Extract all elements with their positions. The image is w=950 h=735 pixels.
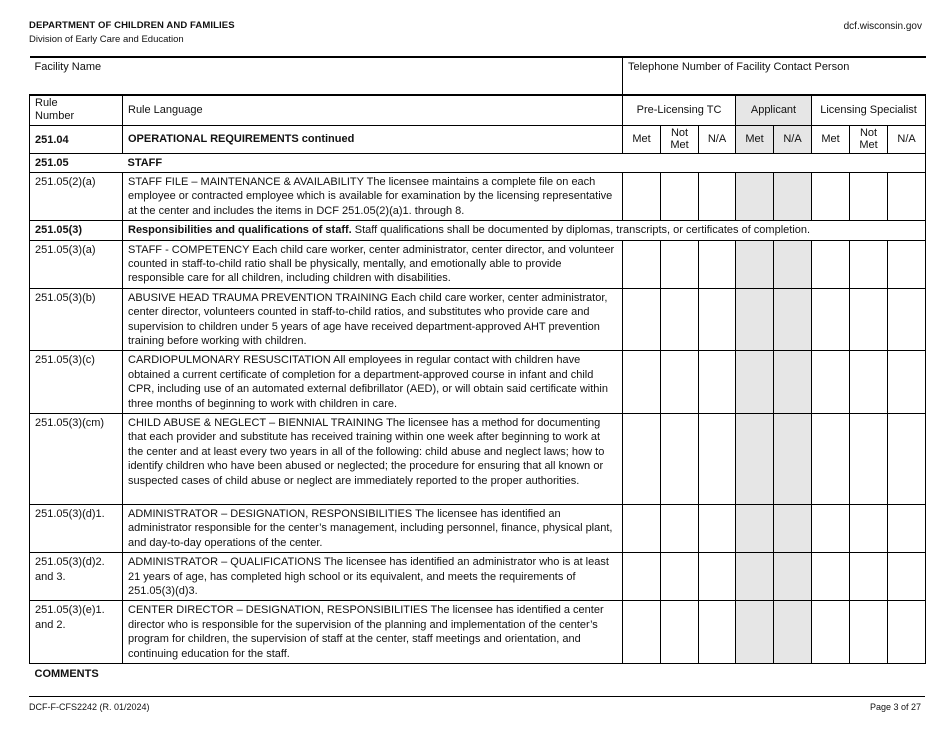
specialist-na-cell[interactable]	[888, 553, 926, 601]
applicant-header: Applicant	[736, 95, 812, 125]
specialist-not-met-cell[interactable]	[850, 601, 888, 664]
rule-row	[30, 351, 926, 414]
pre-licensing-met-cell[interactable]	[623, 505, 661, 553]
rule-number: 251.05(3)(d)2. and 3.	[30, 553, 123, 601]
na-col-label: N/A	[699, 125, 736, 153]
section-row-251-05	[30, 153, 926, 172]
specialist-na-cell[interactable]	[888, 505, 926, 553]
specialist-not-met-cell[interactable]	[850, 505, 888, 553]
rule-row	[30, 601, 926, 664]
footer-divider	[29, 696, 925, 697]
rule-language: CARDIOPULMONARY RESUSCITATION All employees in regular contact with children have obtained a current certificate of completion for a department-approved course in infant and child CPR, including use of an automated external defibrillator (AED), or will obtain said certificate within three months of beginning to work with children in care.	[123, 351, 623, 414]
applicant-met-cell[interactable]	[736, 240, 774, 288]
pre-licensing-met-cell[interactable]	[623, 553, 661, 601]
pre-licensing-na-cell[interactable]	[699, 172, 736, 220]
pre-licensing-na-cell[interactable]	[699, 288, 736, 351]
specialist-na-cell[interactable]	[888, 172, 926, 220]
phone-label: Telephone Number of Facility Contact Person	[628, 61, 850, 73]
specialist-not-met-cell[interactable]	[850, 172, 888, 220]
applicant-met-cell[interactable]	[736, 288, 774, 351]
rule-language: STAFF - COMPETENCY Each child care worker, center administrator, center director, and volunteer counted in staff-to-child ratio shall be physically, mentally, and emotionally able to provide responsible care for all children, including children with disabilities.	[123, 240, 623, 288]
licensing-specialist-header: Licensing Specialist	[812, 95, 926, 125]
rule-language: CHILD ABUSE & NEGLECT – BIENNIAL TRAINING The licensee has a method for documenting that each provider and substitute has received training within one week after beginning to work at the center and at least every two years in all of the following: child abuse and neglect laws; how to identify children who have been abused or neglected; the procedure for ensuring that all known or suspected cases of child abuse or neglect are immediately reported to the proper authorities.	[123, 414, 623, 505]
rule-number: 251.05(3)(c)	[30, 351, 123, 414]
rule-language-header: Rule Language	[123, 95, 623, 125]
pre-licensing-not-met-cell[interactable]	[661, 505, 699, 553]
specialist-not-met-cell[interactable]	[850, 288, 888, 351]
phone-field[interactable]	[623, 57, 926, 95]
applicant-na-cell[interactable]	[774, 505, 812, 553]
not-met-col-label: Not Met	[850, 125, 888, 153]
rule-language-rest: Staff qualifications shall be documented by diplomas, transcripts, or certificates of completion.	[351, 224, 811, 237]
pre-licensing-na-cell[interactable]	[699, 505, 736, 553]
form-id: DCF-F-CFS2242 (R. 01/2024)	[29, 702, 150, 712]
applicant-met-cell[interactable]	[736, 601, 774, 664]
comments-label: COMMENTS	[30, 664, 926, 685]
pre-licensing-met-cell[interactable]	[623, 172, 661, 220]
rule-language	[123, 221, 926, 240]
pre-licensing-met-cell[interactable]	[623, 414, 661, 505]
rule-number-header	[30, 95, 123, 125]
applicant-na-cell[interactable]	[774, 172, 812, 220]
section-number: 251.04	[30, 125, 123, 153]
rule-language: CENTER DIRECTOR – DESIGNATION, RESPONSIBILITIES The licensee has identified a center director who is responsible for the supervision of the planning and implementation of the center’s program for children, the supervision of staff at the center, staff meetings and orientation, and continuing education for the staff.	[123, 601, 623, 664]
specialist-met-cell[interactable]	[812, 505, 850, 553]
specialist-met-cell[interactable]	[812, 351, 850, 414]
pre-licensing-met-cell[interactable]	[623, 351, 661, 414]
specialist-not-met-cell[interactable]	[850, 240, 888, 288]
pre-licensing-not-met-cell[interactable]	[661, 351, 699, 414]
rule-language: ADMINISTRATOR – DESIGNATION, RESPONSIBILITIES The licensee has identified an administrator responsible for the center’s management, including personnel, finance, physical plant, and day-to-day operations of the center.	[123, 505, 623, 553]
specialist-not-met-cell[interactable]	[850, 414, 888, 505]
pre-licensing-not-met-cell[interactable]	[661, 172, 699, 220]
rule-row	[30, 553, 926, 601]
rule-language-bold: Responsibilities and qualifications of staff.	[128, 224, 352, 237]
specialist-met-cell[interactable]	[812, 414, 850, 505]
column-header-row	[30, 95, 926, 125]
division-name: Division of Early Care and Education	[29, 34, 184, 45]
pre-licensing-not-met-cell[interactable]	[661, 601, 699, 664]
pre-licensing-not-met-cell[interactable]	[661, 414, 699, 505]
applicant-na-cell[interactable]	[774, 414, 812, 505]
website-label: dcf.wisconsin.gov	[843, 21, 922, 32]
specialist-na-cell[interactable]	[888, 414, 926, 505]
applicant-na-cell[interactable]	[774, 288, 812, 351]
rule-language: ABUSIVE HEAD TRAUMA PREVENTION TRAINING Each child care worker, center administrator, center director, volunteers counted in staff-to-child ratios, and substitutes who provide care and supervision to children under 5 years of age have received department-approved AHT prevention training before working with children.	[123, 288, 623, 351]
applicant-na-cell[interactable]	[774, 553, 812, 601]
facility-name-label: Facility Name	[34, 61, 102, 73]
checklist-table	[29, 56, 926, 684]
rule-number: 251.05(3)(a)	[30, 240, 123, 288]
pre-licensing-not-met-cell[interactable]	[661, 240, 699, 288]
pre-licensing-na-cell[interactable]	[699, 240, 736, 288]
rule-number: 251.05(2)(a)	[30, 172, 123, 220]
applicant-na-cell[interactable]	[774, 601, 812, 664]
section-title: STAFF	[123, 153, 926, 172]
pre-licensing-met-cell[interactable]	[623, 240, 661, 288]
full-width-rule-row	[30, 221, 926, 240]
specialist-met-cell[interactable]	[812, 288, 850, 351]
comments-row	[30, 664, 926, 685]
rule-language: STAFF FILE – MAINTENANCE & AVAILABILITY The licensee maintains a complete file on each employee or contracted employee which is available for examination by the licensing representative at the center and includes the items in DCF 251.05(2)(a)1. through 8.	[123, 172, 623, 220]
rule-number-header-text: Rule Number	[35, 97, 75, 123]
specialist-met-cell[interactable]	[812, 601, 850, 664]
na-col-label: N/A	[888, 125, 926, 153]
specialist-na-cell[interactable]	[888, 288, 926, 351]
met-col-label: Met	[623, 125, 661, 153]
specialist-not-met-cell[interactable]	[850, 553, 888, 601]
rule-number: 251.05(3)(cm)	[30, 414, 123, 505]
rule-row	[30, 414, 926, 505]
rule-row	[30, 288, 926, 351]
specialist-na-cell[interactable]	[888, 601, 926, 664]
rule-row	[30, 505, 926, 553]
facility-info-row	[30, 57, 926, 95]
specialist-met-cell[interactable]	[812, 553, 850, 601]
pre-licensing-met-cell[interactable]	[623, 288, 661, 351]
page-number: Page 3 of 27	[869, 702, 921, 712]
not-met-col-label: Not Met	[661, 125, 699, 153]
rule-number: 251.05(3)(d)1.	[30, 505, 123, 553]
pre-licensing-met-cell[interactable]	[623, 601, 661, 664]
section-number: 251.05	[30, 153, 123, 172]
rule-number: 251.05(3)(b)	[30, 288, 123, 351]
applicant-met-cell[interactable]	[736, 172, 774, 220]
met-col-label: Met	[812, 125, 850, 153]
rule-number: 251.05(3)(e)1. and 2.	[30, 601, 123, 664]
applicant-met-cell[interactable]	[736, 414, 774, 505]
pre-licensing-na-cell[interactable]	[699, 553, 736, 601]
applicant-na-cell[interactable]	[774, 351, 812, 414]
rule-row	[30, 240, 926, 288]
specialist-met-cell[interactable]	[812, 172, 850, 220]
pre-licensing-not-met-cell[interactable]	[661, 553, 699, 601]
specialist-na-cell[interactable]	[888, 240, 926, 288]
specialist-na-cell[interactable]	[888, 351, 926, 414]
applicant-met-cell[interactable]	[736, 505, 774, 553]
section-title: OPERATIONAL REQUIREMENTS continued	[123, 125, 623, 153]
pre-licensing-na-cell[interactable]	[699, 414, 736, 505]
applicant-na-cell[interactable]	[774, 240, 812, 288]
na-col-label: N/A	[774, 125, 812, 153]
specialist-met-cell[interactable]	[812, 240, 850, 288]
applicant-met-cell[interactable]	[736, 553, 774, 601]
rule-number: 251.05(3)	[30, 221, 123, 240]
page-header	[29, 20, 235, 45]
facility-name-field[interactable]	[30, 57, 623, 95]
department-name: DEPARTMENT OF CHILDREN AND FAMILIES	[29, 20, 235, 31]
pre-licensing-na-cell[interactable]	[699, 601, 736, 664]
checklist-form	[29, 56, 925, 684]
applicant-met-cell[interactable]	[736, 351, 774, 414]
section-row-251-04	[30, 125, 926, 153]
rule-language: ADMINISTRATOR – QUALIFICATIONS The licensee has identified an administrator who is at least 21 years of age, has completed high school or its equivalent, and meets the requirements of 251.05(3)(d)3.	[123, 553, 623, 601]
pre-licensing-na-cell[interactable]	[699, 351, 736, 414]
pre-licensing-header: Pre-Licensing TC	[623, 95, 736, 125]
pre-licensing-not-met-cell[interactable]	[661, 288, 699, 351]
met-col-label: Met	[736, 125, 774, 153]
rule-row	[30, 172, 926, 220]
specialist-not-met-cell[interactable]	[850, 351, 888, 414]
